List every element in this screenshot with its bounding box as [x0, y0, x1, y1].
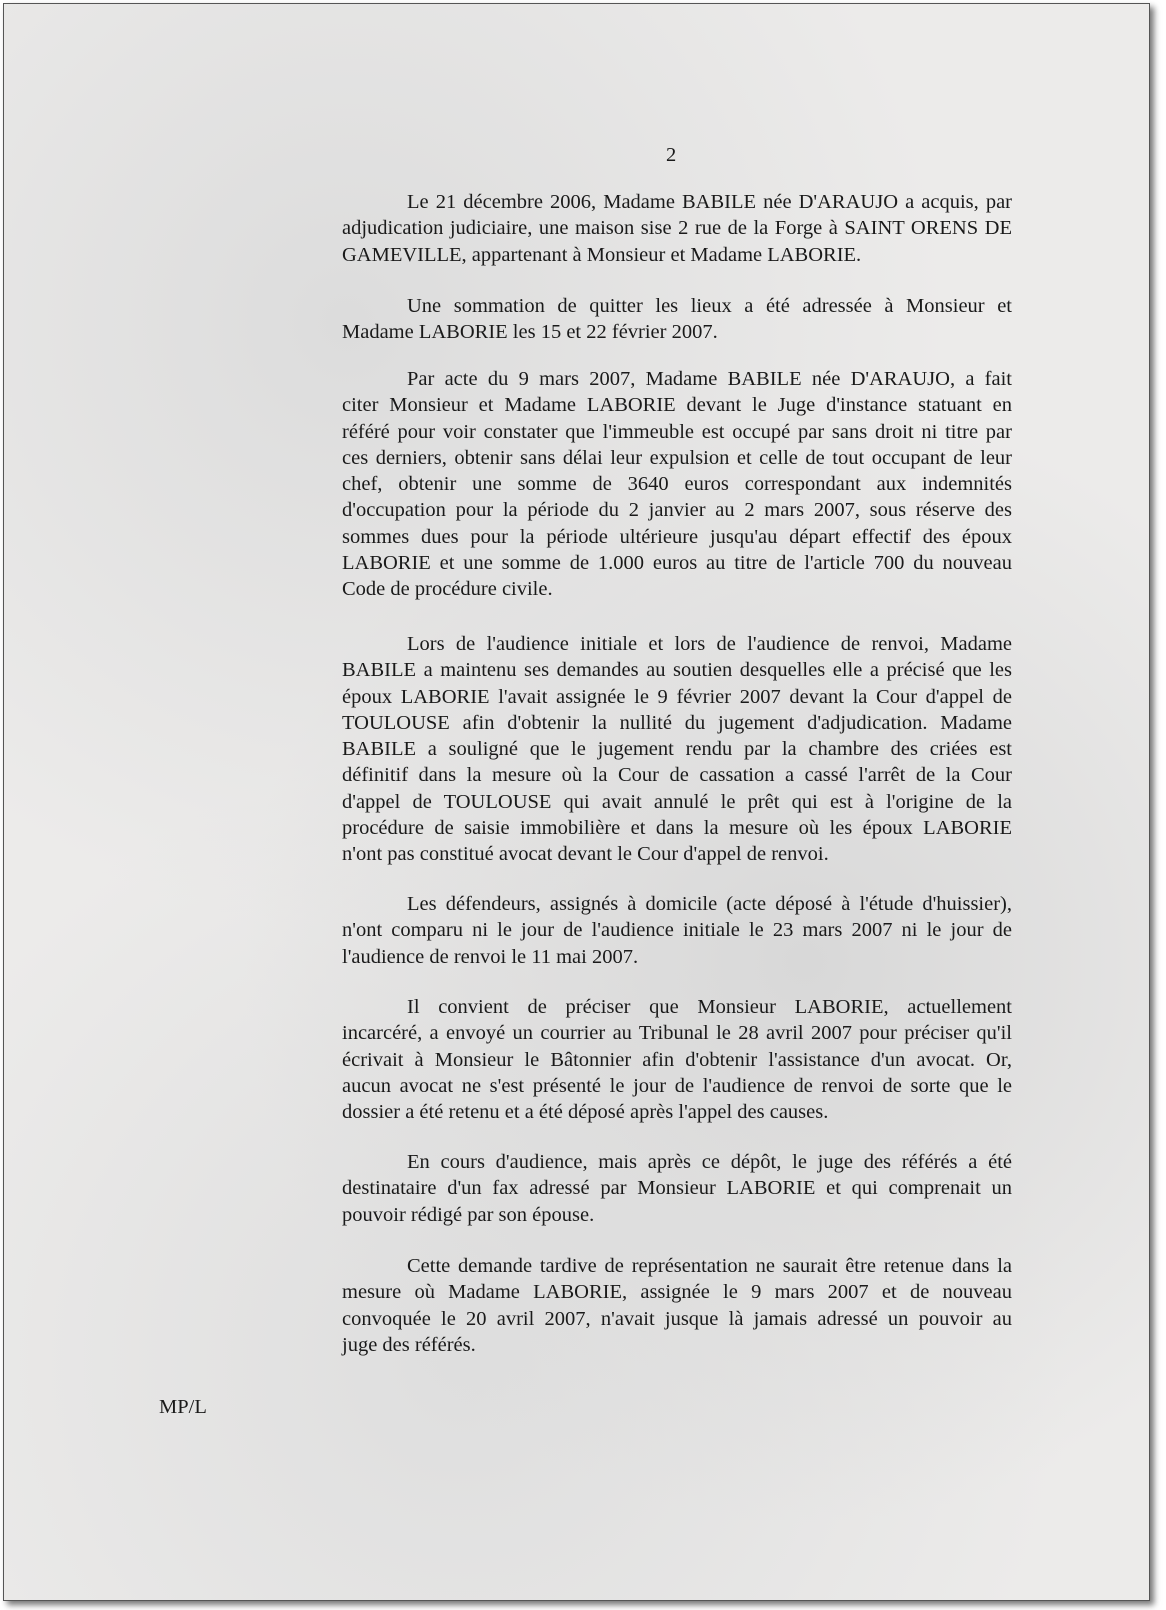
text-line: définitif dans la mesure où la Cour de cassation a cassé l'arrêt de la Cour [342, 764, 1012, 787]
text-line: époux LABORIE l'avait assignée le 9 février 2007 devant la Cour d'appel de [342, 685, 1012, 708]
text-line: BABILE a maintenu ses demandes au soutien desquelles elle a précisé que les [342, 659, 1012, 682]
document-page [3, 3, 1150, 1601]
text-line: adjudication judiciaire, une maison sise 2 rue de la Forge à SAINT ORENS DE [342, 217, 1012, 240]
text-line: TOULOUSE afin d'obtenir la nullité du jugement d'adjudication. Madame [342, 711, 1012, 734]
text-line: Il convient de préciser que Monsieur LABORIE, actuellement [407, 996, 1012, 1018]
text-line: incarcéré, a envoyé un courrier au Tribunal le 28 avril 2007 pour préciser qu'il [342, 1022, 1012, 1045]
text-line: aucun avocat ne s'est présenté le jour de l'audience de renvoi de sorte que le [342, 1074, 1012, 1097]
text-line: n'ont comparu ni le jour de l'audience initiale le 23 mars 2007 ni le jour de [342, 919, 1012, 942]
text-line: chef, obtenir une somme de 3640 euros correspondant aux indemnités [342, 473, 1012, 496]
paragraph [342, 994, 1012, 1125]
text-line: Les défendeurs, assignés à domicile (acte déposé à l'étude d'huissier), [407, 893, 1012, 915]
text-line: Madame LABORIE les 15 et 22 février 2007. [342, 321, 718, 344]
paragraph [342, 293, 1012, 346]
text-line: juge des référés. [342, 1333, 476, 1356]
text-line: GAMEVILLE, appartenant à Monsieur et Madame LABORIE. [342, 243, 862, 266]
paragraph [342, 631, 1012, 868]
text-line: Lors de l'audience initiale et lors de l'audience de renvoi, Madame [407, 633, 1012, 655]
text-line: ces derniers, obtenir sans délai leur expulsion et celle de tout occupant de leur [342, 446, 1012, 469]
paragraph [342, 891, 1012, 970]
text-line: l'audience de renvoi le 11 mai 2007. [342, 945, 639, 968]
text-line: convoquée le 20 avril 2007, n'avait jusque là jamais adressé un pouvoir au [342, 1307, 1012, 1330]
footer-initials: MP/L [159, 1396, 207, 1418]
text-line: sommes dues pour la période ultérieure jusqu'au départ effectif des époux [342, 525, 1012, 548]
text-line: procédure de saisie immobilière et dans la mesure où les époux LABORIE [342, 817, 1012, 840]
paragraph [342, 1149, 1012, 1228]
paragraph [342, 189, 1012, 268]
text-line: n'ont pas constitué avocat devant le Cour d'appel de renvoi. [342, 843, 829, 866]
paragraph [342, 366, 1012, 603]
text-line: destinataire d'un fax adressé par Monsieur LABORIE et qui comprenait un [342, 1177, 1012, 1200]
text-line: écrivait à Monsieur le Bâtonnier afin d'obtenir l'assistance d'un avocat. Or, [342, 1048, 1012, 1071]
text-line: mesure où Madame LABORIE, assignée le 9 mars 2007 et de nouveau [342, 1281, 1012, 1304]
text-line: pouvoir rédigé par son épouse. [342, 1203, 595, 1226]
page-number: 2 [666, 144, 677, 166]
text-line: En cours d'audience, mais après ce dépôt, le juge des référés a été [407, 1151, 1012, 1173]
text-line: référé pour voir constater que l'immeuble est occupé par sans droit ni titre par [342, 420, 1012, 443]
text-line: Code de procédure civile. [342, 578, 553, 601]
text-line: Cette demande tardive de représentation ne saurait être retenue dans la [407, 1255, 1012, 1277]
text-line: Le 21 décembre 2006, Madame BABILE née D'ARAUJO a acquis, par [407, 191, 1012, 213]
text-line: Par acte du 9 mars 2007, Madame BABILE née D'ARAUJO, a fait [407, 368, 1012, 390]
paragraph [342, 1253, 1012, 1358]
text-line: d'occupation pour la période du 2 janvier au 2 mars 2007, sous réserve des [342, 499, 1012, 522]
text-line: LABORIE et une somme de 1.000 euros au titre de l'article 700 du nouveau [342, 552, 1012, 575]
text-line: dossier a été retenu et a été déposé après l'appel des causes. [342, 1101, 829, 1124]
text-line: citer Monsieur et Madame LABORIE devant le Juge d'instance statuant en [342, 394, 1012, 417]
text-line: Une sommation de quitter les lieux a été adressée à Monsieur et [407, 295, 1012, 317]
text-line: BABILE a souligné que le jugement rendu par la chambre des criées est [342, 738, 1012, 761]
text-line: d'appel de TOULOUSE qui avait annulé le prêt qui est à l'origine de la [342, 790, 1012, 813]
